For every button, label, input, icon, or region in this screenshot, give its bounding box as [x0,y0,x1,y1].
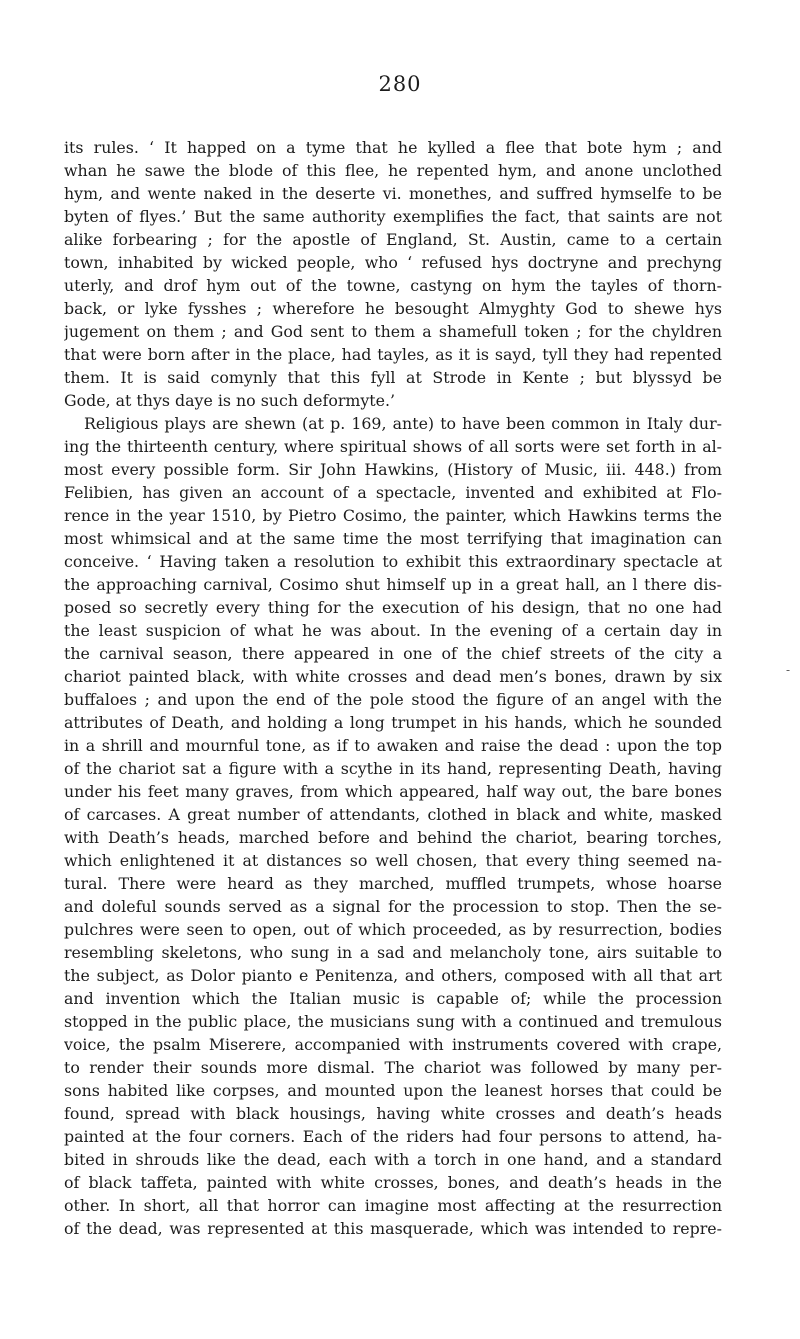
text-line: bited in shrouds like the dead, each with a torch in one hand, and a standard [64,1150,722,1169]
text-line: of black taffeta, painted with white crosses, bones, and death’s heads in the [64,1173,722,1192]
text-line: resembling skeletons, who sung in a sad and melancholy tone, airs suitable to [64,943,722,962]
text-line: chariot painted black, with white crosses and dead men’s bones, drawn by six [64,667,722,686]
text-line: byten of flyes.’ But the same authority exemplifies the fact, that saints are not [64,207,722,226]
text-line: uterly, and drof hym out of the towne, castyng on hym the tayles of thorn- [64,276,722,295]
text-line: and doleful sounds served as a signal for the procession to stop. Then the se- [64,897,722,916]
text-line: the subject, as Dolor pianto e Penitenza, and others, composed with all that art [64,966,722,985]
text-line: posed so secretly every thing for the execution of his design, that no one had [64,598,722,617]
margin-mark: - [786,663,791,677]
text-line: which enlightened it at distances so well chosen, that every thing seemed na- [64,851,722,870]
text-line: voice, the psalm Miserere, accompanied with instruments covered with crape, [64,1035,722,1054]
text-line: with Death’s heads, marched before and behind the chariot, bearing torches, [64,828,722,847]
paragraph-start: Religious plays are shewn (at p. 169, ante) to have been common in Italy dur- [84,414,722,433]
text-line: attributes of Death, and holding a long trumpet in his hands, which he sounded [64,713,722,732]
text-line: the approaching carnival, Cosimo shut himself up in a great hall, an l there dis- [64,575,722,594]
text-line: sons habited like corpses, and mounted upon the leanest horses that could be [64,1081,722,1100]
text-line: rence in the year 1510, by Pietro Cosimo, the painter, which Hawkins terms the [64,506,722,525]
text-line: most whimsical and at the same time the most terrifying that imagination can [64,529,722,548]
text-line: whan he sawe the blode of this flee, he repented hym, and anone unclothed [64,161,722,180]
text-line: of carcases. A great number of attendants, clothed in black and white, masked [64,805,722,824]
text-line: most every possible form. Sir John Hawkins, (History of Music, iii. 448.) from [64,460,722,479]
text-line: and invention which the Italian music is capable of; while the procession [64,989,722,1008]
text-line: found, spread with black housings, having white crosses and death’s heads [64,1104,722,1123]
page-number: 280 [378,72,422,96]
text-line: hym, and wente naked in the deserte vi. monethes, and suffred hymselfe to be [64,184,722,203]
text-line: stopped in the public place, the musicians sung with a continued and tremulous [64,1012,722,1031]
text-line: of the chariot sat a figure with a scythe in its hand, representing Death, having [64,759,722,778]
text-line: to render their sounds more dismal. The chariot was followed by many per- [64,1058,722,1077]
text-line: that were born after in the place, had tayles, as it is sayd, tyll they had repented [64,345,722,364]
text-line: jugement on them ; and God sent to them a shamefull token ; for the chyldren [64,322,722,341]
text-line: of the dead, was represented at this masquerade, which was intended to repre- [64,1219,722,1238]
text-line: ing the thirteenth century, where spiritual shows of all sorts were set forth in al- [64,437,722,456]
text-line: back, or lyke fysshes ; wherefore he besought Almyghty God to shewe hys [64,299,722,318]
text-line: other. In short, all that horror can imagine most affecting at the resurrection [64,1196,722,1215]
text-line: in a shrill and mournful tone, as if to awaken and raise the dead : upon the top [64,736,722,755]
text-line: them. It is said comynly that this fyll at Strode in Kente ; but blyssyd be [64,368,722,387]
text-line: under his feet many graves, from which appeared, half way out, the bare bones [64,782,722,801]
text-line: its rules. ‘ It happed on a tyme that he kylled a flee that bote hym ; and [64,138,722,157]
text-line: pulchres were seen to open, out of which proceeded, as by resurrection, bodies [64,920,722,939]
text-line: alike forbearing ; for the apostle of England, St. Austin, came to a certain [64,230,722,249]
text-line: painted at the four corners. Each of the riders had four persons to attend, ha- [64,1127,722,1146]
text-line: the carnival season, there appeared in one of the chief streets of the city a [64,644,722,663]
text-line: buffaloes ; and upon the end of the pole stood the figure of an angel with the [64,690,722,709]
text-line: the least suspicion of what he was about. In the evening of a certain day in [64,621,722,640]
text-line: tural. There were heard as they marched, muffled trumpets, whose hoarse [64,874,722,893]
text-line: Felibien, has given an account of a spectacle, invented and exhibited at Flo- [64,483,722,502]
text-line: Gode, at thys daye is no such deformyte.’ [64,391,396,410]
text-line: town, inhabited by wicked people, who ‘ refused hys doctryne and prechyng [64,253,722,272]
body-text [64,136,722,1240]
text-line: conceive. ‘ Having taken a resolution to exhibit this extraordinary spectacle at [64,552,722,571]
